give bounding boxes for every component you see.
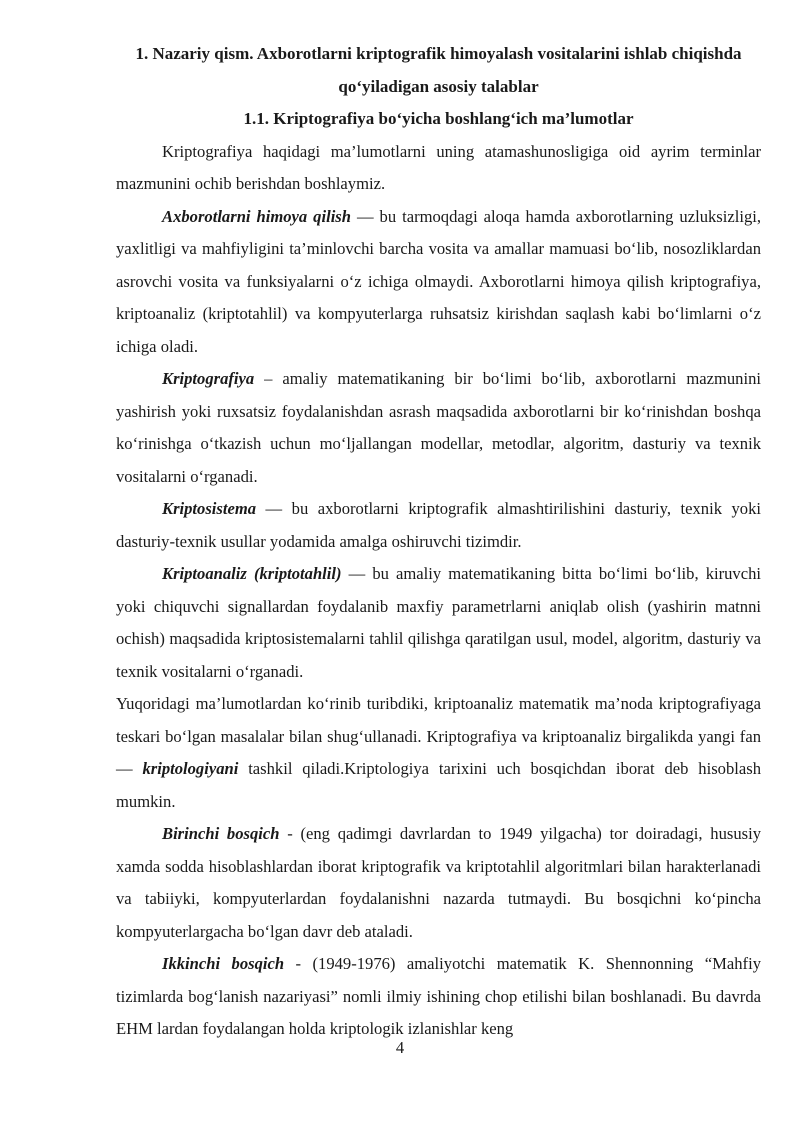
paragraph-definition <box>116 818 761 948</box>
paragraph-definition <box>116 558 761 688</box>
paragraph-text: - (eng qadimgi davrlardan to 1949 yilgacha) tor doiradagi, hususiy xamda sodda hisoblashlardan iborat kriptografik va kriptotahlil algoritmlari bilan harakterlanadi va tabiiyki, kompyuterlardan foydalanishni nazarda tutmaydi. Bu bosqichni ko‘pincha kompyuterlargacha bo‘lgan davr deb ataladi. <box>116 824 762 941</box>
page-number: 4 <box>395 1038 405 1057</box>
paragraph-definition <box>116 948 761 1046</box>
defined-term: Kriptosistema <box>162 499 257 518</box>
paragraph-text: – amaliy matematikaning bir bo‘limi bo‘lib, axborotlarni mazmunini yashirish yoki ruxsatsiz foydalanishdan asrash maqsadida axborotlarni bir ko‘rinishdan boshqa ko‘rinishga o‘tkazish uchun mo‘ljallangan modellar, metodlar, algoritm, dasturiy va texnik vositalarni o‘rganadi. <box>116 369 761 486</box>
document-page <box>116 38 761 1046</box>
paragraph-intro <box>116 136 761 201</box>
defined-term: Kriptoanaliz (kriptotahlil) <box>162 564 342 583</box>
paragraph-text: — bu amaliy matematikaning bitta bo‘limi bo‘lib, kiruvchi yoki chiquvchi signallardan foydalanib maxfiy parametrlarni aniqlab olish (yashirin matnni ochish) maqsadida kriptosistemalarni tahlil qilishga qaratilgan usul, model, algoritm, dasturiy va texnik vositalarni o‘rganadi. <box>116 564 761 681</box>
paragraph-definition <box>116 201 761 364</box>
defined-term: kriptologiyani <box>142 759 239 778</box>
paragraph-definition <box>116 363 761 493</box>
paragraph-text: Yuqoridagi ma’lumotlardan ko‘rinib turibdiki, kriptoanaliz matematik ma’noda kriptografiyaga teskari bo‘lgan masalalar bilan shug‘ullanadi. Kriptografiya va kriptoanaliz birgalikda yangi fan — <box>116 694 761 778</box>
paragraph-text: — bu axborotlarni kriptografik almashtirilishini dasturiy, texnik yoki dasturiy-texnik usullar yodamida amalga oshiruvchi tizimdir. <box>116 499 761 551</box>
defined-term: Kriptografiya <box>162 369 255 388</box>
paragraph-text: — bu tarmoqdagi aloqa hamda axborotlarning uzluksizligi, yaxlitligi va mahfiyligini ta’minlovchi barcha vosita va amallar mamuasi bo‘lib, nosozliklardan asrovchi vosita va funksiyalarni o‘z ichiga olmaydi. Axborotlarni himoya qilish kriptografiya, kriptoanaliz (kriptotahlil) va kompyuterlarga ruhsatsiz kirishdan saqlash kabi bo‘limlarni o‘z ichiga oladi. <box>116 206 762 356</box>
defined-term: Axborotlarni himoya qilish <box>162 206 351 226</box>
subsection-title: 1.1. Kriptografiya bo‘yicha boshlang‘ich ma’lumotlar <box>243 109 634 128</box>
section-title: 1. Nazariy qism. Axborotlarni kriptografik himoyalash vositalarini ishlab chiqishda qo‘yiladigan asosiy talablar <box>135 44 742 96</box>
paragraph-text: - (1949-1976) amaliyotchi matematik K. Shennonning “Mahfiy tizimlarda bog‘lanish nazariyasi” nomli ilmiy ishining chop etilishi bilan boshlanadi. Bu davrda EHM lardan foydalangan holda kriptologik izlanishlar keng <box>116 954 761 1038</box>
defined-term: Birinchi bosqich <box>162 824 280 843</box>
defined-term: Ikkinchi bosqich <box>162 954 285 973</box>
paragraph-summary <box>116 688 761 818</box>
paragraph-text: tashkil qiladi.Kriptologiya tarixini uch bosqichdan iborat deb hisoblash mumkin. <box>116 759 761 811</box>
paragraph-text: Kriptografiya haqidagi ma’lumotlarni uning atamashunosligiga oid ayrim terminlar mazmunini ochib berishdan boshlaymiz. <box>116 141 761 193</box>
paragraph-definition <box>116 493 761 558</box>
